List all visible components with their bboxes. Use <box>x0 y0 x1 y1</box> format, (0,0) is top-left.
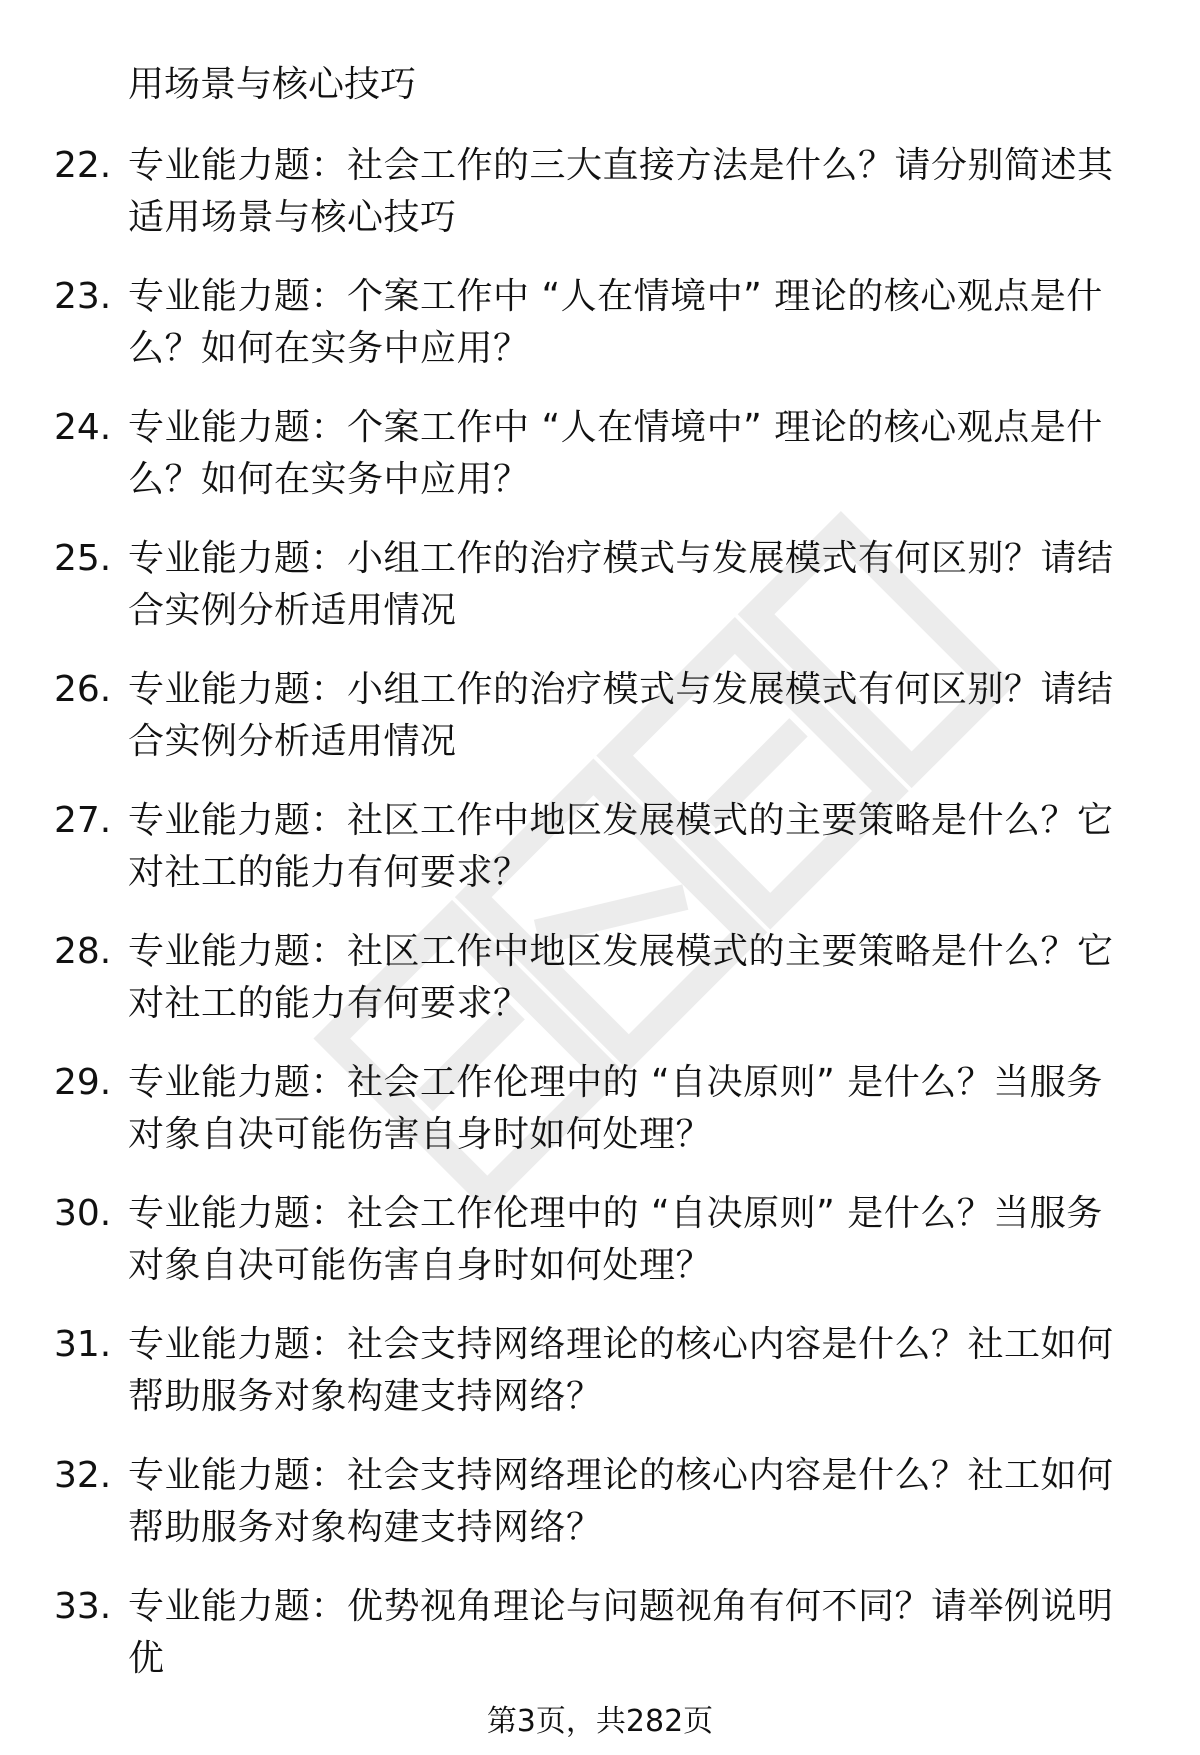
list-item <box>0 533 1200 664</box>
question-text: 专业能力题：小组工作的治疗模式与发展模式有何区别？请结合实例分析适用情况 <box>128 669 1114 762</box>
question-list <box>0 140 1200 1712</box>
question-text: 专业能力题：小组工作的治疗模式与发展模式有何区别？请结合实例分析适用情况 <box>128 538 1114 631</box>
page-number-footer: 第3页，共282页 <box>486 1704 714 1739</box>
list-item <box>0 402 1200 533</box>
question-number: 30. <box>54 1193 112 1234</box>
question-number: 25. <box>54 538 112 579</box>
question-number: 27. <box>54 800 112 841</box>
question-number: 33. <box>54 1586 112 1627</box>
list-item <box>0 1188 1200 1319</box>
question-number: 23. <box>54 276 112 317</box>
list-item <box>0 271 1200 402</box>
question-text: 专业能力题：社会支持网络理论的核心内容是什么？社工如何帮助服务对象构建支持网络？ <box>128 1455 1114 1548</box>
question-text: 专业能力题：社区工作中地区发展模式的主要策略是什么？它对社工的能力有何要求？ <box>128 800 1114 893</box>
question-number: 22. <box>54 145 112 186</box>
question-text: 专业能力题：社会工作伦理中的 “自决原则” 是什么？当服务对象自决可能伤害自身时如何处理？ <box>128 1062 1103 1155</box>
question-text: 专业能力题：个案工作中 “人在情境中” 理论的核心观点是什么？如何在实务中应用？ <box>128 276 1103 369</box>
question-number: 29. <box>54 1062 112 1103</box>
question-text: 专业能力题：优势视角理论与问题视角有何不同？请举例说明优 <box>128 1586 1114 1679</box>
question-number: 32. <box>54 1455 112 1496</box>
question-text: 专业能力题：个案工作中 “人在情境中” 理论的核心观点是什么？如何在实务中应用？ <box>128 407 1103 500</box>
continued-question-text: 用场景与核心技巧 <box>128 64 417 105</box>
question-text: 专业能力题：社会支持网络理论的核心内容是什么？社工如何帮助服务对象构建支持网络？ <box>128 1324 1114 1417</box>
question-number: 31. <box>54 1324 112 1365</box>
list-item <box>0 1581 1200 1712</box>
list-item <box>0 140 1200 271</box>
question-number: 28. <box>54 931 112 972</box>
list-item <box>0 926 1200 1057</box>
question-number: 24. <box>54 407 112 448</box>
list-item <box>0 795 1200 926</box>
question-text: 专业能力题：社区工作中地区发展模式的主要策略是什么？它对社工的能力有何要求？ <box>128 931 1114 1024</box>
question-number: 26. <box>54 669 112 710</box>
list-item <box>0 1057 1200 1188</box>
list-item <box>0 1319 1200 1450</box>
list-item <box>0 1450 1200 1581</box>
list-item <box>0 664 1200 795</box>
question-text: 专业能力题：社会工作的三大直接方法是什么？请分别简述其适用场景与核心技巧 <box>128 145 1114 238</box>
question-text: 专业能力题：社会工作伦理中的 “自决原则” 是什么？当服务对象自决可能伤害自身时如何处理？ <box>128 1193 1103 1286</box>
